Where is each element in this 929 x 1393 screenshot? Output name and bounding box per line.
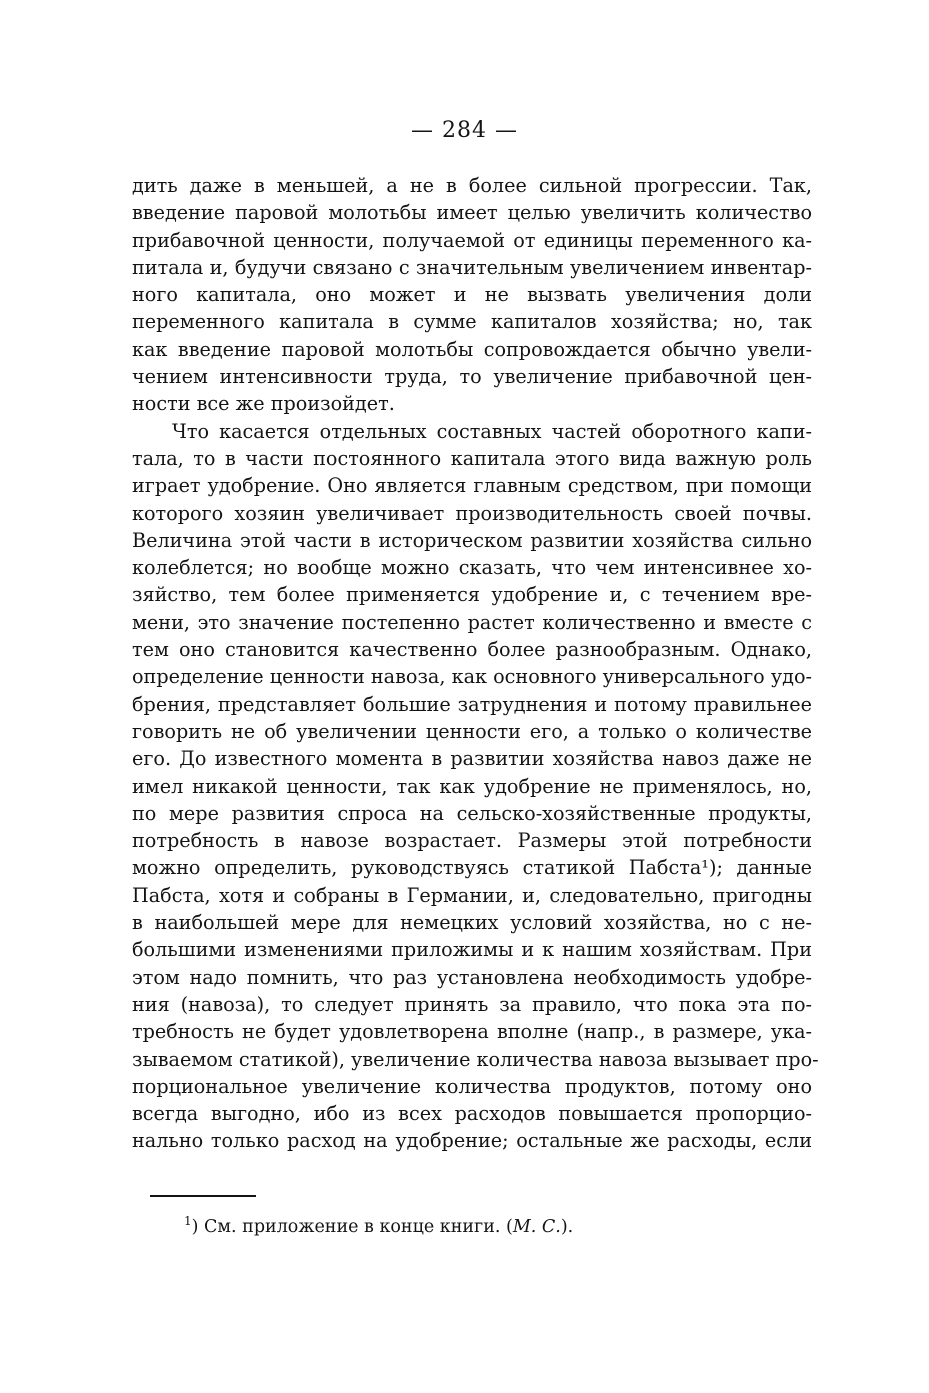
paragraph xyxy=(132,172,812,418)
text-line: порциональное увеличение количества продуктов, потому оно xyxy=(132,1074,812,1098)
text-line: ности все же произойдет. xyxy=(132,392,395,416)
text-line: Что касается отдельных составных частей оборотного капи- xyxy=(172,419,812,443)
paragraph xyxy=(132,418,819,1155)
text-line: переменного капитала в сумме капиталов хозяйства; но, так xyxy=(132,310,812,334)
text-line: зяйство, тем более применяется удобрение и, с течением вре- xyxy=(132,583,812,607)
text-line: можно определить, руководствуясь статикой Пабста¹); данные xyxy=(132,856,812,880)
text-line: прибавочной ценности, получаемой от единицы переменного ка- xyxy=(132,228,812,252)
body-text xyxy=(132,172,819,1155)
text-line: как введение паровой молотьбы сопровождается обычно увели- xyxy=(132,337,812,361)
text-line: введение паровой молотьбы имеет целью увеличить количество xyxy=(132,201,812,225)
text-line: говорить не об увеличении ценности его, а только о количестве xyxy=(132,719,812,743)
text-line: этом надо помнить, что раз установлена необходимость удобре- xyxy=(132,965,812,989)
text-line: тем оно становится качественно более разнообразным. Однако, xyxy=(132,638,812,662)
text-line: зываемом статикой), увеличение количества навоза вызывает про- xyxy=(132,1047,819,1071)
text-line: определение ценности навоза, как основного универсального удо- xyxy=(132,665,812,689)
text-line: в наибольшей мере для немецких условий хозяйства, но с не- xyxy=(132,911,812,935)
text-line: Пабста, хотя и собраны в Германии, и, следовательно, пригодны xyxy=(132,883,812,907)
page-number: — 284 — xyxy=(411,118,518,143)
text-line: ного капитала, оно может и не вызвать увеличения доли xyxy=(132,283,812,307)
footnote xyxy=(184,1208,573,1240)
footnote-divider xyxy=(150,1195,256,1197)
text-line: по мере развития спроса на сельско-хозяйственные продукты, xyxy=(132,801,812,825)
text-line: брения, представляет большие затруднения и потому правильнее xyxy=(132,692,812,716)
text-line: большими изменениями приложимы и к нашим хозяйствам. При xyxy=(132,938,812,962)
text-line: дить даже в меньшей, а не в более сильной прогрессии. Так, xyxy=(132,174,812,197)
text-line: его. До известного момента в развитии хозяйства навоз даже не xyxy=(132,747,812,771)
text-line: требность не будет удовлетворена вполне (напр., в размере, ука- xyxy=(132,1020,812,1044)
text-line: чением интенсивности труда, то увеличение прибавочной цен- xyxy=(132,365,812,389)
text-line: мени, это значение постепенно растет количественно и вместе с xyxy=(132,610,812,634)
text-line: имел никакой ценности, так как удобрение не применялось, но, xyxy=(132,774,812,798)
footnote-signature: М. С. xyxy=(512,1216,561,1237)
text-line: играет удобрение. Оно является главным средством, при помощи xyxy=(132,474,812,498)
text-line: которого хозяин увеличивает производительность своей почвы. xyxy=(132,501,812,525)
text-line: нально только расход на удобрение; остальные же расходы, если xyxy=(132,1129,812,1153)
text-line: Величина этой части в историческом развитии хозяйства сильно xyxy=(132,528,812,552)
text-line: всегда выгодно, ибо из всех расходов повышается пропорцио- xyxy=(132,1102,812,1126)
text-line: питала и, будучи связано с значительным увеличением инвентар- xyxy=(132,255,812,279)
footnote-marker: 1 xyxy=(184,1214,192,1228)
footnote-text: ) См. приложение в конце книги. ( xyxy=(191,1216,513,1237)
text-line: тала, то в части постоянного капитала этого вида важную роль xyxy=(132,446,812,470)
text-line: потребность в навозе возрастает. Размеры этой потребности xyxy=(132,829,812,853)
footnote-closing: ). xyxy=(560,1216,574,1237)
text-line: ния (навоза), то следует принять за правило, что пока эта по- xyxy=(132,992,812,1016)
text-line: колеблется; но вообще можно сказать, что чем интенсивнее хо- xyxy=(132,556,812,580)
